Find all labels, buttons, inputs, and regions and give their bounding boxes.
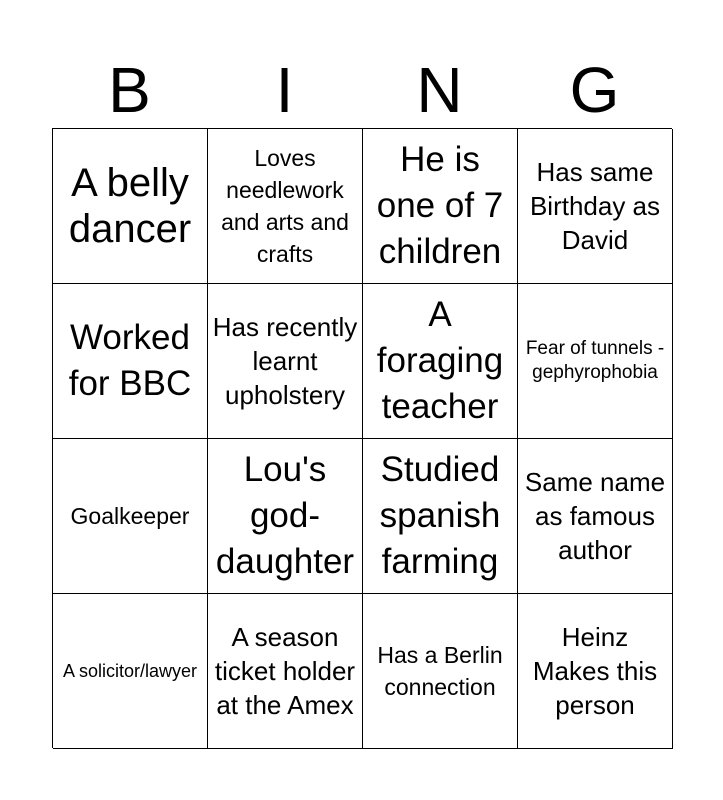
bingo-cell[interactable] [208,594,363,749]
cell-text: Has recently learnt upholstery [212,312,358,410]
bingo-cell[interactable] [363,129,518,284]
cell-text: A foraging teacher [376,295,504,426]
bingo-grid [52,128,672,748]
cell-text: Heinz Makes this person [532,622,658,720]
bingo-cell[interactable] [53,129,208,284]
cell-text: A solicitor/lawyer [62,661,198,681]
cell-text: Worked for BBC [68,318,192,403]
cell-text: Studied spanish farming [379,450,501,581]
bingo-cell[interactable] [208,129,363,284]
bingo-cell[interactable] [363,284,518,439]
bingo-cell[interactable] [208,284,363,439]
bingo-cell[interactable] [53,594,208,749]
cell-text: Same name as famous author [524,467,666,565]
cell-text: A season ticket holder at the Amex [214,622,356,720]
bingo-cell[interactable] [518,439,673,594]
bingo-header [52,52,672,128]
header-letter-i: I [275,54,294,126]
bingo-cell[interactable] [518,129,673,284]
cell-text: Has a Berlin connection [377,642,503,700]
cell-text: Has same Birthday as David [529,157,661,255]
header-letter-g: G [569,54,620,126]
bingo-cell[interactable] [363,439,518,594]
cell-text: He is one of 7 children [376,140,504,271]
bingo-cell[interactable] [518,284,673,439]
header-letter-b: B [108,54,151,126]
bingo-cell[interactable] [53,284,208,439]
bingo-cell[interactable] [518,594,673,749]
bingo-cell[interactable] [53,439,208,594]
cell-text: Loves needlework and arts and crafts [221,145,349,267]
cell-text: Goalkeeper [70,503,190,529]
cell-text: Lou's god-daughter [215,450,355,581]
cell-text: A belly dancer [68,161,192,251]
bingo-cell[interactable] [363,594,518,749]
bingo-cell[interactable] [208,439,363,594]
cell-text: Fear of tunnels - gephyrophobia [525,338,665,383]
header-letter-n: N [416,54,463,126]
